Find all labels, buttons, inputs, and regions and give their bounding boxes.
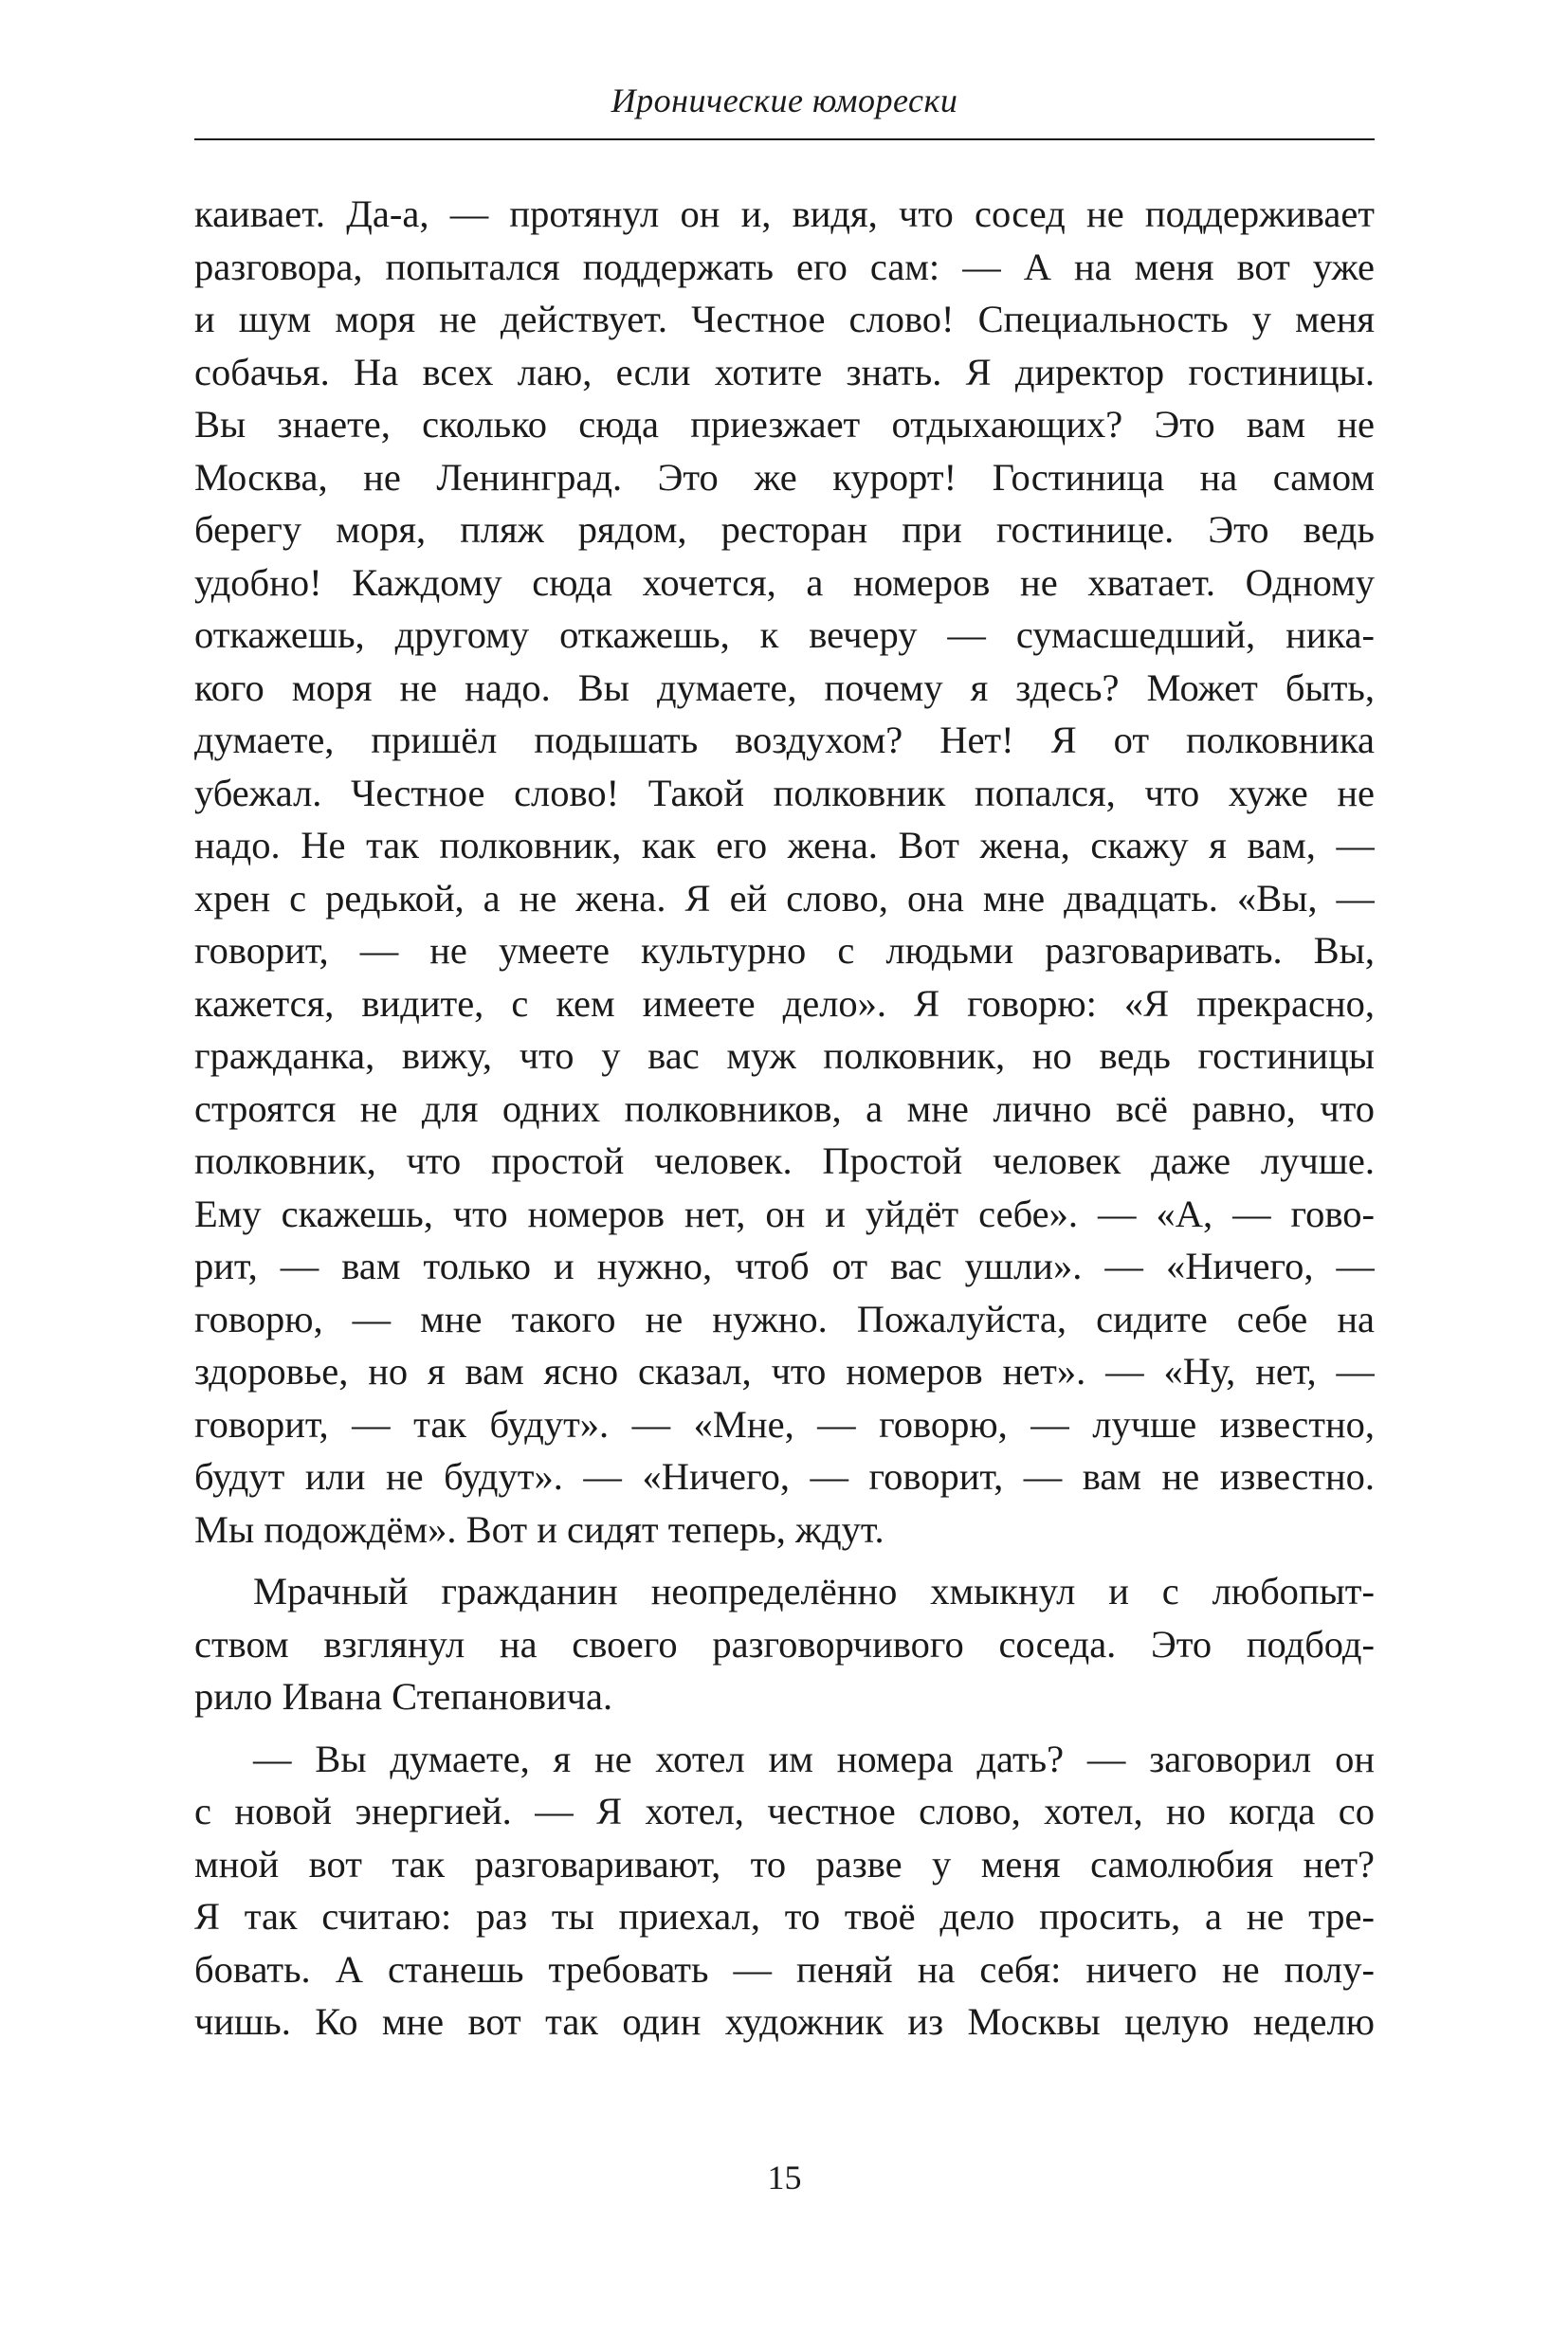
text-line: собачья. На всех лаю, если хотите знать. Я директор гостиницы. xyxy=(194,350,1375,393)
text-line: полковник, что простой человек. Простой человек даже лучше. xyxy=(194,1139,1375,1182)
text-line: рит, — вам только и нужно, чтоб от вас ушли». — «Ничего, — xyxy=(194,1245,1375,1287)
text-line: надо. Не так полковник, как его жена. Вот жена, скажу я вам, — xyxy=(194,824,1375,866)
text-line: строятся не для одних полковников, а мне лично всё равно, что xyxy=(194,1086,1375,1130)
text-line: Вы знаете, сколько сюда приезжает отдыхающих? Это вам не xyxy=(194,403,1375,446)
text-line: говорит, — не умеете культурно с людьми разговаривать. Вы, xyxy=(194,929,1375,972)
text-line: откажешь, другому откажешь, к вечеру — сумасшедший, ника- xyxy=(194,613,1375,656)
text-line: Москва, не Ленинград. Это же курорт! Гостиница на самом xyxy=(194,455,1375,499)
text-line: Я так считаю: раз ты приехал, то твоё дело просить, а не тре- xyxy=(194,1895,1375,1938)
text-line: думаете, пришёл подышать воздухом? Нет! Я от полковника xyxy=(194,719,1375,761)
text-line: ством взглянул на своего разговорчивого соседа. Это подбод- xyxy=(194,1622,1375,1666)
text-line: Ему скажешь, что номеров нет, он и уйдёт себе». — «А, — гово- xyxy=(194,1192,1375,1235)
header-rule xyxy=(194,138,1375,140)
text-line: рило Ивана Степановича. xyxy=(194,1675,613,1718)
text-line: удобно! Каждому сюда хочется, а номеров не хватает. Одному xyxy=(194,560,1375,604)
text-line: говорю, — мне такого не нужно. Пожалуйста, сидите себе на xyxy=(194,1297,1375,1340)
running-head: Иронические юморески xyxy=(611,82,958,119)
text-line: будут или не будут». — «Ничего, — говорит, — вам не известно. xyxy=(194,1455,1375,1498)
page-number: 15 xyxy=(767,2159,802,2196)
body-text xyxy=(194,188,1375,2049)
text-line: хрен с редькой, а не жена. Я ей слово, она мне двадцать. «Вы, — xyxy=(194,876,1375,920)
text-line: берегу моря, пляж рядом, ресторан при гостинице. Это ведь xyxy=(194,508,1375,551)
text-line: Мрачный гражданин неопределённо хмыкнул и с любопыт- xyxy=(253,1570,1375,1612)
text-line: здоровье, но я вам ясно сказал, что номеров нет». — «Ну, нет, — xyxy=(194,1350,1375,1393)
paragraph xyxy=(194,1733,1375,2049)
text-line: гражданка, вижу, что у вас муж полковник, но ведь гостиницы xyxy=(194,1034,1375,1077)
text-line: чишь. Ко мне вот так один художник из Москвы целую неделю xyxy=(194,2000,1375,2043)
text-line: и шум моря не действует. Честное слово! Специальность у меня xyxy=(194,298,1375,340)
text-line: бовать. А станешь требовать — пеняй на себя: ничего не полу- xyxy=(194,1947,1375,1991)
text-line: с новой энергией. — Я хотел, честное слово, хотел, но когда со xyxy=(194,1790,1375,1832)
text-line: каивает. Да-а, — протянул он и, видя, что сосед не поддерживает xyxy=(194,192,1375,235)
text-line: разговора, попытался поддержать его сам: — А на меня вот уже xyxy=(194,245,1375,288)
text-line: кого моря не надо. Вы думаете, почему я здесь? Может быть, xyxy=(194,665,1375,709)
paragraph xyxy=(194,1565,1375,1723)
text-line: Мы подождём». Вот и сидят теперь, ждут. xyxy=(194,1507,884,1551)
text-line: — Вы думаете, я не хотел им номера дать? — заговорил он xyxy=(253,1737,1375,1780)
text-line: кажется, видите, с кем имеете дело». Я говорю: «Я прекрасно, xyxy=(194,981,1375,1025)
text-line: мной вот так разговаривают, то разве у меня самолюбия нет? xyxy=(194,1842,1375,1885)
text-line: убежал. Честное слово! Такой полковник попался, что хуже не xyxy=(194,771,1375,814)
paragraph xyxy=(194,188,1375,1556)
text-line: говорит, — так будут». — «Мне, — говорю, — лучше известно, xyxy=(194,1402,1375,1446)
